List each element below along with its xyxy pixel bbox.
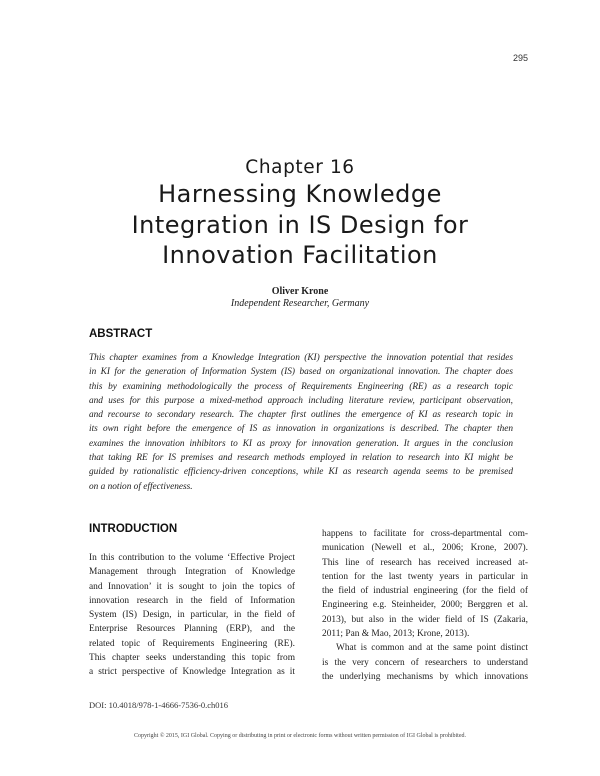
body-line: System (IS) Design, in particular, in the field of (89, 610, 295, 621)
author-name: Oliver Krone (271, 286, 329, 297)
body-line: happens to facilitate for cross-departmental com- (322, 529, 528, 539)
chapter-title-line: Innovation Facilitation (162, 241, 438, 269)
abstract-line: This chapter examines from a Knowledge Integration (KI) perspective the innovation potential that resides (89, 353, 513, 363)
body-line: related topic of Requirements Engineering (RE). (89, 638, 295, 649)
body-line: In this contribution to the volume ‘Effective Project (89, 553, 295, 563)
abstract-heading: ABSTRACT (89, 328, 153, 340)
introduction-right-column (322, 527, 528, 684)
body-line: tention for the last twenty years in particular in (322, 571, 528, 582)
body-line: This chapter seeks understanding this topic from (89, 653, 295, 664)
author-affiliation: Independent Researcher, Germany (230, 298, 370, 309)
abstract-line: in KI for the generation of Information System (IS) based on organizational innovation. The chapter does (89, 367, 513, 378)
body-line: and Innovation’ it is sought to join the topics of (89, 581, 295, 592)
body-line: 2013), but also in the wider field of IS (Zakaria, (322, 614, 528, 625)
abstract-line: and uses for this purpose a mixed-method approach including literature review, participant observation, (89, 395, 513, 406)
chapter-title (60, 179, 540, 271)
body-line: Engineering e.g. Steinheider, 2000; Berggren et al. (322, 600, 528, 611)
body-line: Enterprise Resources Planning (ERP), and the (89, 624, 295, 635)
chapter-title-line: Harnessing Knowledge (158, 180, 442, 208)
abstract-line: this by examining methodologically the process of Requirements Engineering (RE) as a research topic (89, 381, 513, 392)
abstract-line: and recourse to secondary research. The chapter first outlines the emergence of KI as research topic in (89, 410, 513, 421)
abstract-body (89, 351, 513, 494)
body-line: This line of research has received increased at- (322, 557, 528, 568)
body-line: 2011; Pan & Mao, 2013; Krone, 2013). (322, 629, 470, 640)
body-line: What is common and at the same point distinct (336, 643, 528, 654)
body-line: munication (Newell et al., 2006; Krone, 2007). (322, 543, 528, 554)
abstract-line: on a notion of effectiveness. (89, 481, 193, 492)
introduction-heading: INTRODUCTION (89, 523, 178, 535)
body-line: Management through Integration of Knowledge (89, 567, 295, 578)
abstract-line: its own right before the emergence of IS as innovation in organizations is described. The chapter then (89, 424, 513, 435)
body-line: is the very concern of researchers to understand (322, 657, 528, 668)
abstract-line: guided by rationalistic efficiency-driven conceptions, while KI as research agenda seems to be premised (89, 467, 513, 478)
copyright-notice: Copyright © 2015, IGI Global. Copying or distributing in print or electronic forms without written permission of IGI Global is prohibited. (133, 733, 466, 739)
chapter-title-line: Integration in IS Design for (131, 210, 469, 239)
introduction-left-column (89, 551, 295, 680)
body-line: the field of industrial engineering (for the field of (322, 586, 528, 597)
body-line: the underlying mechanisms by which innovations (322, 671, 528, 682)
body-line: innovation research in the field of Information (89, 595, 295, 606)
abstract-line: that taking RE for IS premises and research methods employed in relation to research into KI might be (89, 453, 513, 464)
doi: DOI: 10.4018/978-1-4666-7536-0.ch016 (89, 700, 229, 710)
page-number: 295 (512, 53, 528, 63)
chapter-label: Chapter 16 (245, 157, 355, 178)
body-line: a strict perspective of Knowledge Integration as it (89, 667, 295, 678)
abstract-line: examines the innovation inhibitors to KI as proxy for innovation generation. It argues in the conclusion (89, 438, 513, 449)
